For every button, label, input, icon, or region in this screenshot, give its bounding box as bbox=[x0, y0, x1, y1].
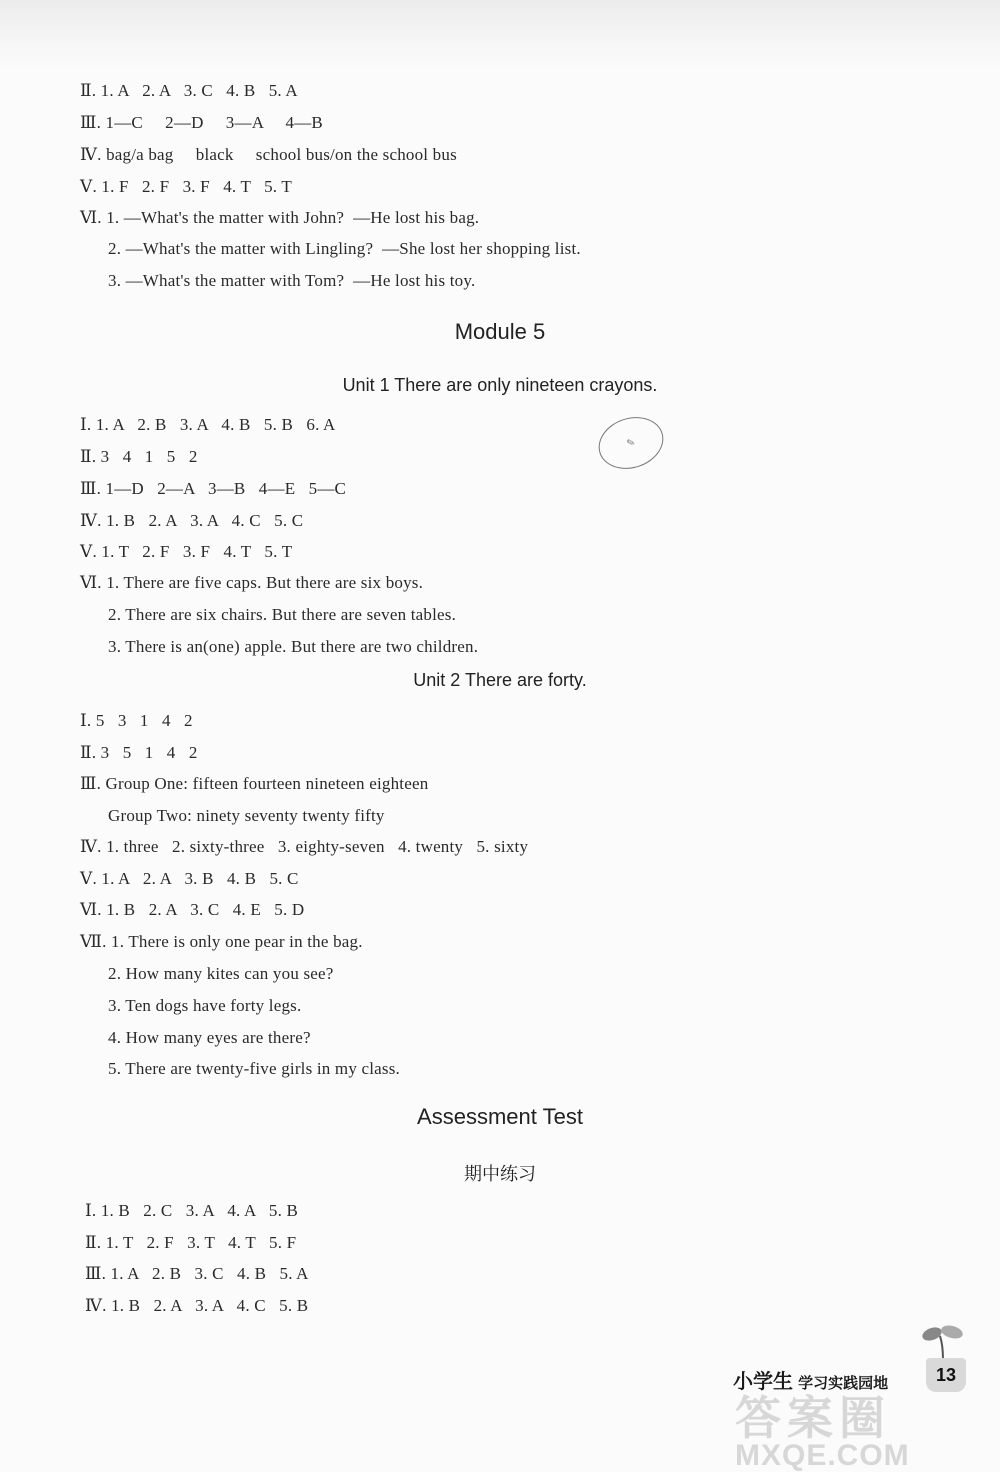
assessment-title: Assessment Test bbox=[417, 1104, 583, 1129]
answer-line: 4. How many eyes are there? bbox=[108, 1028, 311, 1047]
answer-line: Ⅱ. 1. T 2. F 3. T 4. T 5. F bbox=[85, 1233, 297, 1252]
brand-small: 学习实践园地 bbox=[798, 1374, 889, 1392]
watermark-url: MXQE.COM bbox=[735, 1439, 910, 1472]
watermark-text: 答案圈 bbox=[735, 1391, 891, 1445]
answer-line: Ⅳ. 1. B 2. A 3. A 4. C 5. B bbox=[85, 1296, 309, 1315]
unit-title: Unit 1 There are only nineteen crayons. bbox=[342, 375, 658, 395]
answer-line: Ⅵ. 1. There are five caps. But there are six boys. bbox=[80, 573, 424, 592]
watermark bbox=[735, 1391, 910, 1472]
answer-line: Ⅲ. 1. A 2. B 3. C 4. B 5. A bbox=[85, 1264, 309, 1283]
answer-line: Ⅴ. 1. F 2. F 3. F 4. T 5. T bbox=[80, 177, 292, 196]
answer-line: Ⅴ. 1. A 2. A 3. B 4. B 5. C bbox=[80, 869, 299, 888]
answer-line: 2. —What's the matter with Lingling? —She lost her shopping list. bbox=[108, 239, 581, 258]
answer-line: 3. There is an(one) apple. But there are two children. bbox=[108, 637, 479, 656]
brand-big: 小学生 bbox=[733, 1369, 793, 1393]
answer-line: Ⅵ. 1. —What's the matter with John? —He lost his bag. bbox=[80, 208, 480, 227]
answer-line: Ⅳ. bag/a bag black school bus/on the school bus bbox=[80, 145, 457, 164]
answer-line: Ⅱ. 1. A 2. A 3. C 4. B 5. A bbox=[80, 81, 298, 100]
sprout-icon bbox=[918, 1324, 968, 1360]
homework-stamp: ✎ bbox=[592, 409, 670, 477]
book-brand bbox=[733, 1365, 888, 1394]
answer-line: 3. —What's the matter with Tom? —He lost his toy. bbox=[108, 271, 476, 290]
answer-line: Ⅱ. 3 4 1 5 2 bbox=[80, 447, 198, 466]
answer-line: Ⅰ. 1. A 2. B 3. A 4. B 5. B 6. A bbox=[80, 415, 336, 434]
scan-top-band bbox=[0, 0, 1000, 68]
answer-line: 5. There are twenty-five girls in my class. bbox=[108, 1059, 401, 1078]
answer-line: Ⅴ. 1. T 2. F 3. F 4. T 5. T bbox=[80, 542, 293, 561]
midterm-title: 期中练习 bbox=[464, 1164, 536, 1185]
answer-line: Ⅳ. 1. B 2. A 3. A 4. C 5. C bbox=[80, 511, 304, 530]
answer-line: 2. How many kites can you see? bbox=[108, 964, 334, 983]
answer-line: Ⅳ. 1. three 2. sixty-three 3. eighty-seven 4. twenty 5. sixty bbox=[80, 837, 529, 856]
page-number: 13 bbox=[926, 1358, 966, 1392]
answer-line: 2. There are six chairs. But there are seven tables. bbox=[108, 605, 457, 624]
answer-line: Ⅵ. 1. B 2. A 3. C 4. E 5. D bbox=[80, 900, 305, 919]
answer-line: Ⅱ. 3 5 1 4 2 bbox=[80, 743, 198, 762]
unit-title: Unit 2 There are forty. bbox=[413, 670, 587, 690]
answer-line: Ⅲ. Group One: fifteen fourteen nineteen eighteen bbox=[80, 774, 429, 793]
answer-line: Ⅲ. 1—C 2—D 3—A 4—B bbox=[80, 113, 323, 132]
answer-line: Ⅰ. 5 3 1 4 2 bbox=[80, 711, 193, 730]
module-title: Module 5 bbox=[454, 319, 546, 344]
answer-line: Ⅲ. 1—D 2—A 3—B 4—E 5—C bbox=[80, 479, 347, 498]
answer-line: Ⅶ. 1. There is only one pear in the bag. bbox=[80, 932, 363, 951]
answer-line: Group Two: ninety seventy twenty fifty bbox=[108, 806, 385, 825]
answer-line: Ⅰ. 1. B 2. C 3. A 4. A 5. B bbox=[85, 1201, 299, 1220]
answer-line: 3. Ten dogs have forty legs. bbox=[108, 996, 302, 1015]
